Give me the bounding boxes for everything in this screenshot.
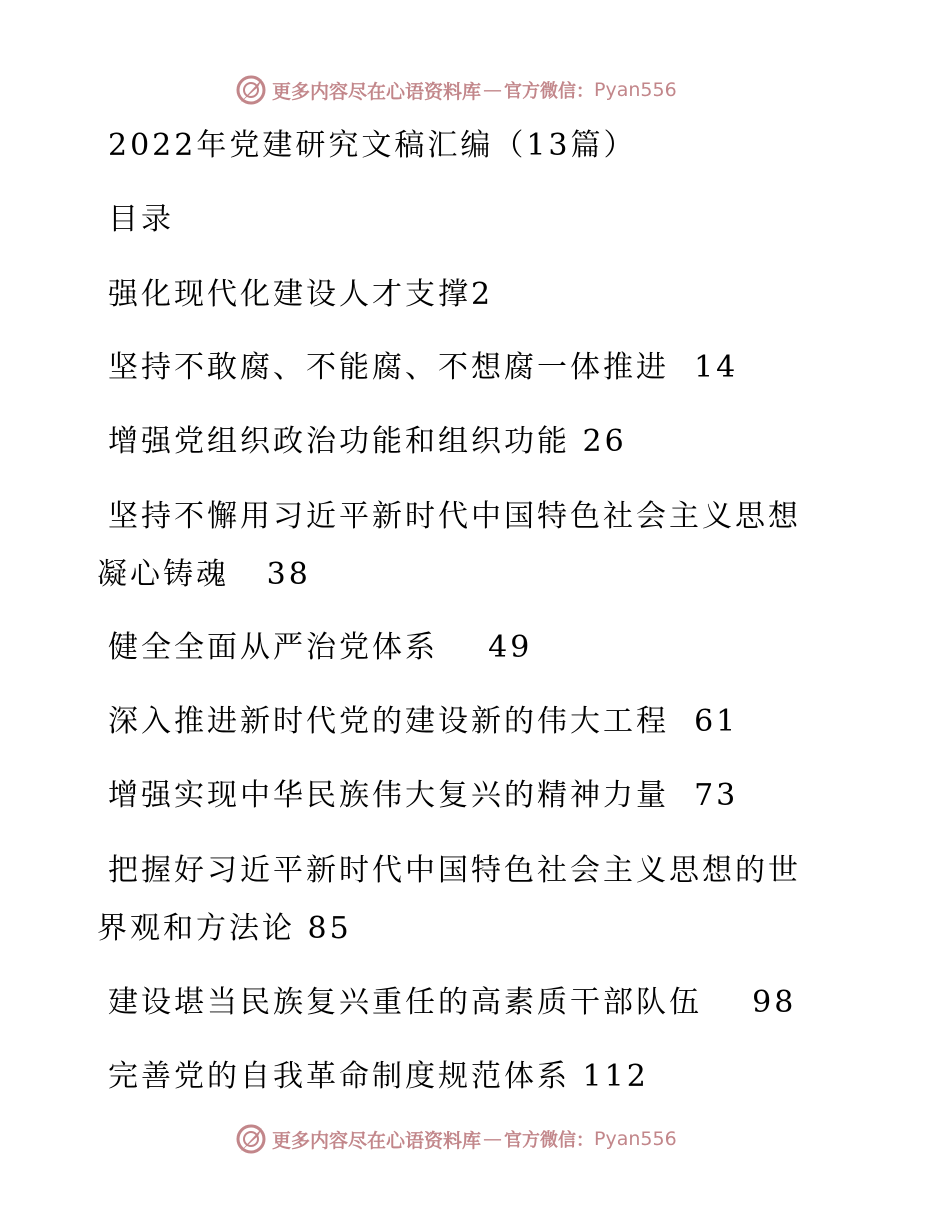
watermark-footer — [234, 1121, 677, 1157]
toc-line: 界观和方法论 85 — [97, 911, 352, 946]
toc-line: 增强实现中华民族伟大复兴的精神力量 73 — [108, 778, 739, 813]
toc-line: 增强党组织政治功能和组织功能 26 — [108, 424, 627, 459]
watermark-text: 更多内容尽在心语资料库 — [272, 1129, 482, 1152]
toc-line: 完善党的自我革命制度规范体系 112 — [108, 1059, 649, 1094]
watermark-wechat-id: Pyan556 — [594, 79, 677, 101]
toc-line: 把握好习近平新时代中国特色社会主义思想的世 — [108, 853, 801, 888]
toc-line: 坚持不懈用习近平新时代中国特色社会主义思想 — [108, 499, 801, 534]
watermark-header — [234, 72, 677, 108]
watermark-label: 官方微信： — [504, 81, 595, 102]
toc-heading: 目录 — [108, 202, 174, 237]
quill-logo-icon — [234, 1122, 268, 1156]
toc-line: 坚持不敢腐、不能腐、不想腐一体推进 14 — [108, 350, 739, 385]
toc-line: 深入推进新时代党的建设新的伟大工程 61 — [108, 704, 739, 739]
watermark-label: 官方微信： — [504, 1130, 595, 1151]
watermark-separator: — — [483, 1128, 503, 1150]
toc-line: 建设堪当民族复兴重任的高素质干部队伍 98 — [108, 985, 797, 1020]
toc-line: 凝心铸魂 38 — [97, 557, 311, 592]
toc-line: 健全全面从严治党体系 49 — [108, 630, 533, 665]
quill-logo-icon — [234, 73, 268, 107]
watermark-wechat-id: Pyan556 — [594, 1128, 677, 1150]
watermark-text: 更多内容尽在心语资料库 — [272, 80, 482, 103]
document-title: 2022年党建研究文稿汇编（13篇） — [108, 128, 637, 163]
watermark-separator: — — [483, 79, 503, 101]
toc-line: 强化现代化建设人才支撑2 — [108, 277, 494, 312]
